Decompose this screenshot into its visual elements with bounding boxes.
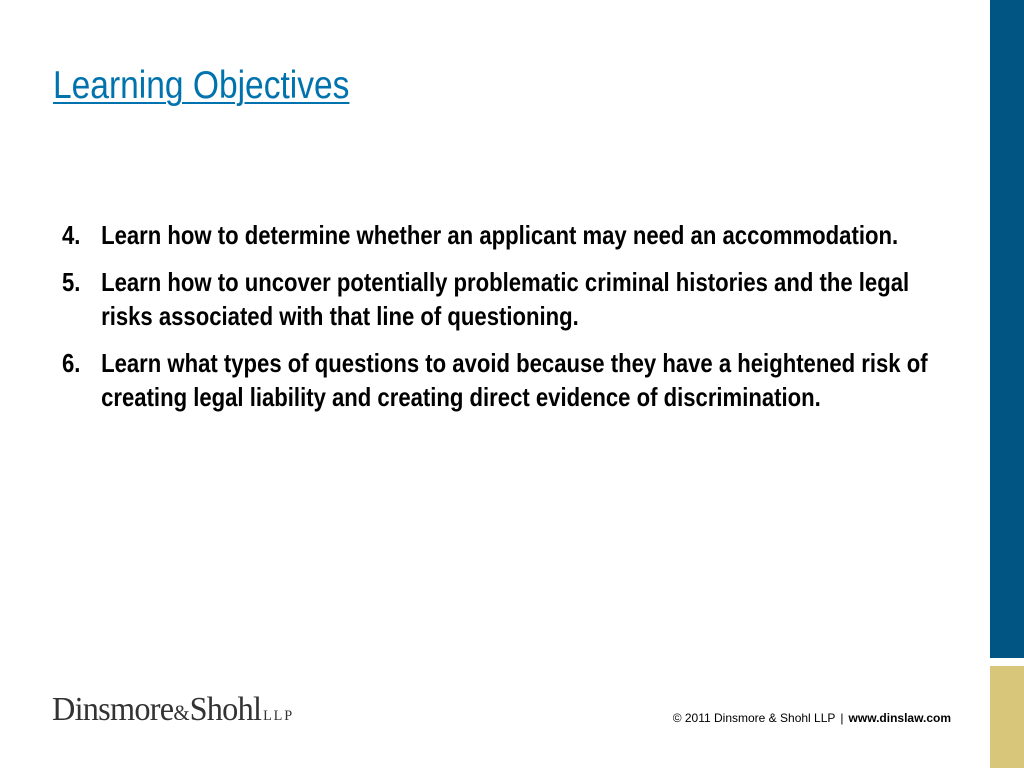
objective-number: 5. bbox=[62, 267, 81, 297]
footer bbox=[673, 711, 951, 725]
footer-website-link[interactable]: www.dinslaw.com bbox=[848, 711, 951, 725]
footer-copyright: © 2011 Dinsmore & Shohl LLP bbox=[672, 711, 836, 725]
objective-text: Learn how to uncover potentially problematic criminal histories and the legal risks associated with that line of questioning. bbox=[101, 267, 910, 331]
objective-text: Learn how to determine whether an applicant may need an accommodation. bbox=[101, 220, 899, 250]
logo-name-part1: Dinsmore bbox=[52, 691, 174, 728]
objective-item bbox=[62, 218, 946, 252]
objective-item bbox=[62, 346, 946, 414]
company-logo bbox=[52, 690, 294, 736]
objective-item bbox=[62, 265, 946, 333]
gold-side-band bbox=[990, 666, 1024, 768]
objective-text: Learn what types of questions to avoid because they have a heightened risk of creating legal liability and creating direct evidence of discrimination. bbox=[101, 348, 928, 412]
objectives-list bbox=[62, 218, 946, 427]
logo-ampersand: & bbox=[173, 700, 190, 725]
footer-separator: | bbox=[840, 711, 844, 725]
slide-title[interactable]: Learning Objectives bbox=[53, 64, 350, 107]
logo-name-part2: Shohl bbox=[189, 691, 262, 728]
blue-side-band bbox=[990, 0, 1024, 658]
objective-number: 6. bbox=[62, 348, 81, 378]
logo-llp: LLP bbox=[263, 708, 295, 724]
objective-number: 4. bbox=[62, 220, 81, 250]
